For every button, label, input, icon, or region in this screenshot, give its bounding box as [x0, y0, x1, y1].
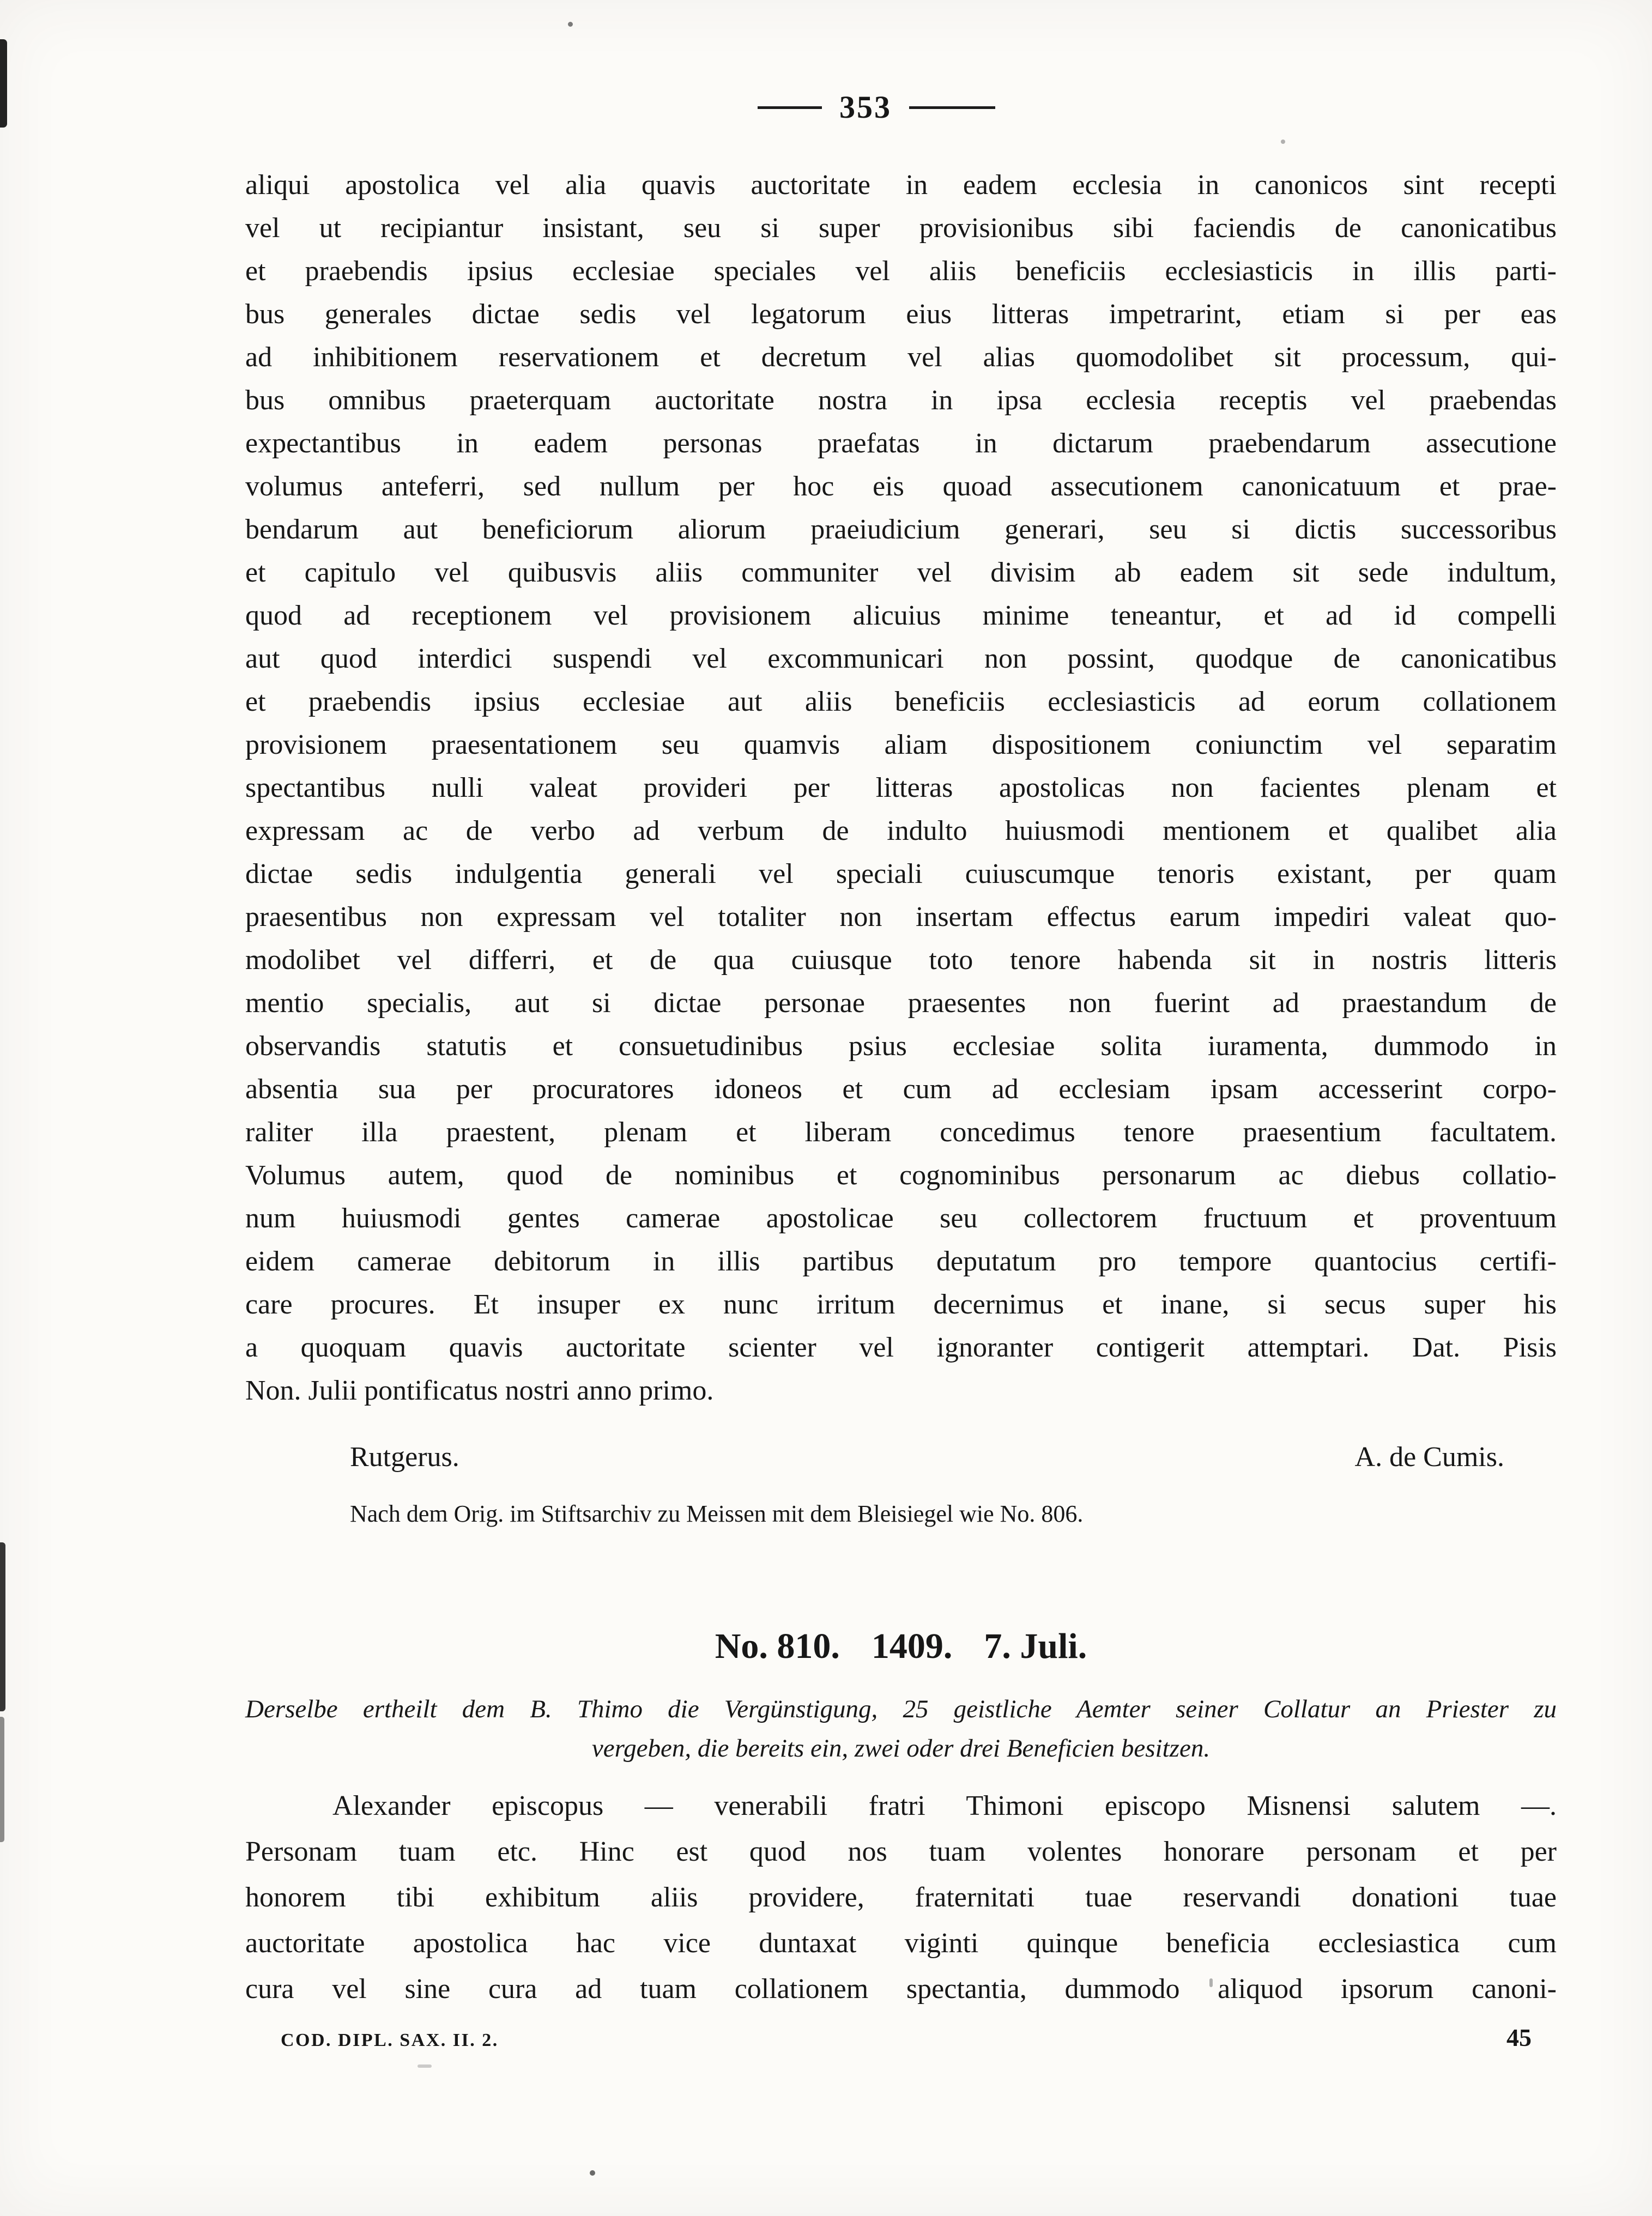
scan-speck — [417, 2064, 432, 2068]
text-line: raliter illa praestent, plenam et liberam concedimus tenore praesentium facultatem. — [245, 1117, 1557, 1148]
text-line: bendarum aut beneficiorum aliorum praeiudicium generari, seu si dictis successoribus — [245, 514, 1557, 545]
page-number: 353 — [839, 89, 892, 125]
page-header — [221, 0, 1532, 123]
text-line: observandis statutis et consuetudinibus psius ecclesiae solita iuramenta, dummodo in — [245, 1031, 1557, 1062]
scan-speck — [590, 2170, 595, 2176]
series-signature: COD. DIPL. SAX. II. 2. — [281, 2030, 499, 2050]
latin-body-paragraph — [245, 164, 1557, 1412]
text-line: absentia sua per procuratores idoneos et cum ad ecclesiam ipsam accesserint corpo- — [245, 1074, 1557, 1105]
text-block — [245, 0, 1557, 2012]
heading-number: No. 810. — [715, 1626, 840, 1666]
sheet-number: 45 — [1506, 2024, 1532, 2051]
german-summary — [245, 1690, 1557, 1768]
text-line: Alexander episcopus — venerabili fratri Thimoni episcopo Misnensi salutem —. — [332, 1790, 1557, 1822]
text-line: auctoritate apostolica hac vice duntaxat viginti quinque beneficia ecclesiastica cum — [245, 1928, 1557, 1959]
text-line: bus omnibus praeterquam auctoritate nostra in ipsa ecclesia receptis vel praebendas — [245, 385, 1557, 416]
text-line: ad inhibitionem reservationem et decretum vel alias quomodolibet sit processum, qui- — [245, 342, 1557, 373]
document-heading — [245, 1626, 1557, 1667]
signature-row — [245, 1440, 1557, 1474]
text-line: vergeben, die bereits ein, zwei oder drei Beneficien besitzen. — [591, 1734, 1211, 1763]
text-line: dictae sedis indulgentia generali vel speciali cuiuscumque tenoris existant, per quam — [245, 858, 1557, 889]
text-line: provisionem praesentationem seu quamvis aliam dispositionem coniunctim vel separatim — [245, 729, 1557, 760]
header-rule-left — [758, 106, 822, 109]
page-footer — [281, 2023, 1532, 2052]
latin-body-paragraph-2 — [245, 1783, 1557, 2012]
signature-left: Rutgerus. — [350, 1442, 459, 1473]
text-line: bus generales dictae sedis vel legatorum eius litteras impetrarint, etiam si per eas — [245, 299, 1557, 330]
text-line: eidem camerae debitorum in illis partibus deputatum pro tempore quantocius certifi- — [245, 1246, 1557, 1277]
text-line: care procures. Et insuper ex nunc irritum decernimus et inane, si secus super his — [245, 1289, 1557, 1320]
text-line: Non. Julii pontificatus nostri anno primo. — [245, 1375, 714, 1406]
heading-day: 7. Juli. — [984, 1626, 1087, 1666]
text-line: Personam tuam etc. Hinc est quod nos tuam volentes honorare personam et per — [245, 1836, 1557, 1868]
scan-edge-artifact — [0, 39, 7, 128]
text-line: Volumus autem, quod de nominibus et cognominibus personarum ac diebus collatio- — [245, 1160, 1557, 1191]
text-line: et capitulo vel quibusvis aliis communiter vel divisim ab eadem sit sede indultum, — [245, 557, 1557, 588]
text-line: mentio specialis, aut si dictae personae praesentes non fuerint ad praestandum de — [245, 988, 1557, 1019]
text-line: expectantibus in eadem personas praefatas in dictarum praebendarum assecutione — [245, 428, 1557, 459]
text-line: volumus anteferri, sed nullum per hoc eis quoad assecutionem canonicatuum et prae- — [245, 471, 1557, 502]
text-line: cura vel sine cura ad tuam collationem spectantia, dummodo aliquod ipsorum canoni- — [245, 1973, 1557, 2005]
text-line: aut quod interdici suspendi vel excommunicari non possint, quodque de canonicatibus — [245, 643, 1557, 674]
source-note: Nach dem Orig. im Stiftsarchiv zu Meissen mit dem Bleisiegel wie No. 806. — [350, 1500, 1084, 1528]
text-line: praesentibus non expressam vel totaliter non insertam effectus earum impediri valeat quo- — [245, 901, 1557, 933]
heading-year: 1409. — [871, 1626, 953, 1666]
document-810 — [245, 1626, 1557, 2013]
text-line: vel ut recipiantur insistant, seu si super provisionibus sibi faciendis de canonicatibus — [245, 213, 1557, 244]
text-line: quod ad receptionem vel provisionem alicuius minime teneantur, et ad id compelli — [245, 600, 1557, 631]
text-line: spectantibus nulli valeat provideri per litteras apostolicas non facientes plenam et — [245, 772, 1557, 803]
text-line: a quoquam quavis auctoritate scienter vel ignoranter contigerit attemptari. Dat. Pisis — [245, 1332, 1557, 1363]
text-line: honorem tibi exhibitum aliis providere, fraternitati tuae reservandi donationi tuae — [245, 1882, 1557, 1914]
text-line: expressam ac de verbo ad verbum de indulto huiusmodi mentionem et qualibet alia — [245, 815, 1557, 846]
scan-edge-artifact — [0, 1717, 4, 1842]
scan-edge-artifact — [0, 1542, 5, 1711]
text-line: et praebendis ipsius ecclesiae speciales vel aliis beneficiis ecclesiasticis in illis parti- — [245, 256, 1557, 287]
header-rule-right — [909, 106, 995, 109]
document-continuation — [245, 164, 1557, 1530]
text-line: et praebendis ipsius ecclesiae aut aliis beneficiis ecclesiasticis ad eorum collationem — [245, 686, 1557, 717]
text-line: num huiusmodi gentes camerae apostolicae seu collectorem fructuum et proventuum — [245, 1203, 1557, 1234]
text-line: modolibet vel differri, et de qua cuiusque toto tenore habenda sit in nostris litteris — [245, 944, 1557, 976]
signature-right: A. de Cumis. — [1354, 1442, 1504, 1473]
text-line: aliqui apostolica vel alia quavis auctoritate in eadem ecclesia in canonicos sint recepti — [245, 169, 1557, 201]
text-line: Derselbe ertheilt dem B. Thimo die Vergünstigung, 25 geistliche Aemter seiner Collatur an Priester zu — [245, 1695, 1557, 1724]
